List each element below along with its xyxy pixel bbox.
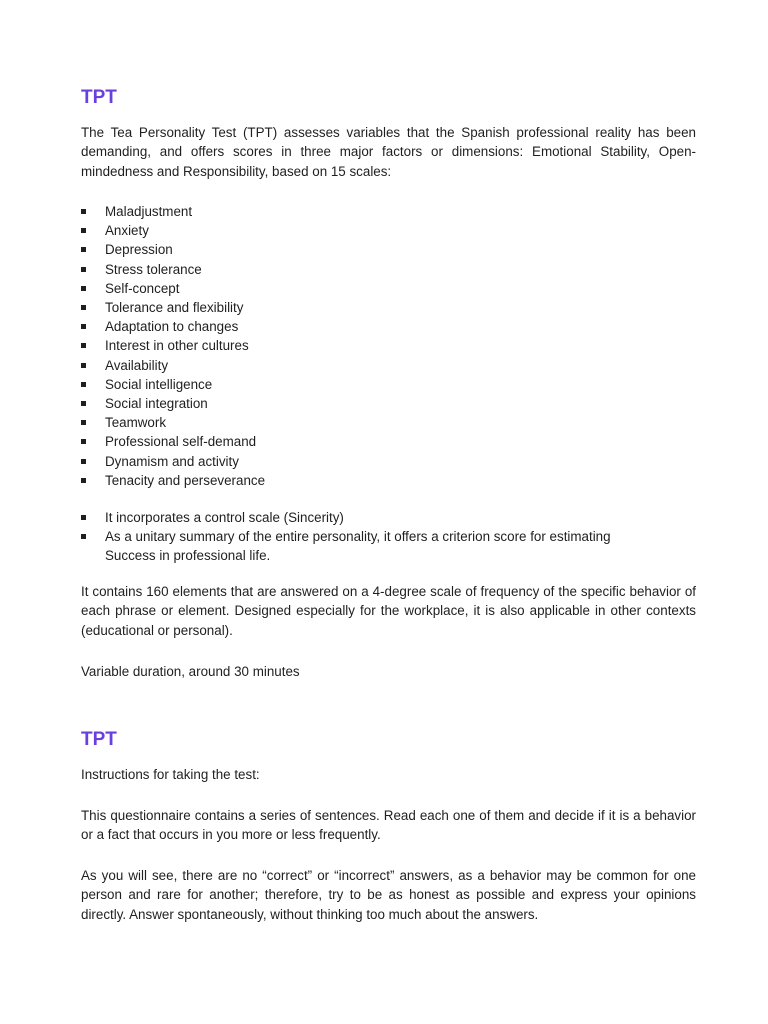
square-bullet-icon xyxy=(81,420,86,425)
list-item-label: Interest in other cultures xyxy=(105,338,249,354)
elements-paragraph: It contains 160 elements that are answered on a 4-degree scale of frequency of the specific behavior of each phrase or element. Designed especially for the workplace, it is also applicable in other contexts (educational or personal). xyxy=(81,584,696,638)
list-item xyxy=(81,279,265,298)
section-heading-tpt-instructions: TPT xyxy=(81,729,117,750)
list-item xyxy=(81,317,265,336)
square-bullet-icon xyxy=(81,324,86,329)
list-item xyxy=(81,432,265,451)
list-item-label: Stress tolerance xyxy=(105,261,202,277)
list-item-label: Depression xyxy=(105,242,173,258)
list-item-label: It incorporates a control scale (Sincerity) xyxy=(105,510,344,525)
square-bullet-icon xyxy=(81,247,86,252)
list-item xyxy=(81,336,265,355)
list-item-label: Teamwork xyxy=(105,415,167,431)
section-heading-tpt: TPT xyxy=(81,87,117,108)
square-bullet-icon xyxy=(81,401,86,406)
list-item xyxy=(81,508,641,527)
list-item-label: Tolerance and flexibility xyxy=(105,300,244,316)
square-bullet-icon xyxy=(81,382,86,387)
square-bullet-icon xyxy=(81,209,86,214)
intro-paragraph: The Tea Personality Test (TPT) assesses variables that the Spanish professional reality has been demanding, and offers scores in three major factors or dimensions: Emotional Stability, Open-mindedness and Responsibility, based on 15 scales: xyxy=(81,125,696,179)
scales-list xyxy=(81,202,265,490)
duration-paragraph: Variable duration, around 30 minutes xyxy=(81,664,300,679)
list-item-label: Self-concept xyxy=(105,280,180,296)
list-item xyxy=(81,356,265,375)
list-item xyxy=(81,413,265,432)
list-item xyxy=(81,452,265,471)
extras-list xyxy=(81,508,641,566)
list-item-label: Social intelligence xyxy=(105,376,213,392)
list-item-label: Maladjustment xyxy=(105,204,193,219)
square-bullet-icon xyxy=(81,286,86,291)
list-item-label: Tenacity and perseverance xyxy=(105,472,266,488)
list-item xyxy=(81,202,265,221)
list-item xyxy=(81,394,265,413)
list-item-label: Availability xyxy=(105,357,169,373)
list-item-label: As a unitary summary of the entire personality, it offers a criterion score for estimating Success in professional life. xyxy=(105,529,611,564)
square-bullet-icon xyxy=(81,534,86,539)
list-item-label: Dynamism and activity xyxy=(105,453,239,469)
instructions-paragraph-1: This questionnaire contains a series of sentences. Read each one of them and decide if it is a behavior or a fact that occurs in you more or less frequently. xyxy=(81,808,696,843)
list-item-label: Adaptation to changes xyxy=(105,319,239,335)
square-bullet-icon xyxy=(81,459,86,464)
square-bullet-icon xyxy=(81,439,86,444)
square-bullet-icon xyxy=(81,515,86,520)
list-item xyxy=(81,375,265,394)
list-item xyxy=(81,221,265,240)
instructions-label: Instructions for taking the test: xyxy=(81,767,260,782)
square-bullet-icon xyxy=(81,343,86,348)
list-item-label: Social integration xyxy=(105,396,208,412)
list-item xyxy=(81,471,265,490)
list-item xyxy=(81,527,641,565)
list-item xyxy=(81,260,265,279)
list-item xyxy=(81,298,265,317)
list-item-label: Anxiety xyxy=(105,223,149,239)
square-bullet-icon xyxy=(81,305,86,310)
square-bullet-icon xyxy=(81,267,86,272)
instructions-paragraph-2: As you will see, there are no “correct” or “incorrect” answers, as a behavior may be common for one person and rare for another; therefore, try to be as honest as possible and express your opinions directly. Answer spontaneously, without thinking too much about the answers. xyxy=(81,868,696,922)
square-bullet-icon xyxy=(81,478,86,483)
list-item xyxy=(81,240,265,259)
square-bullet-icon xyxy=(81,363,86,368)
square-bullet-icon xyxy=(81,228,86,233)
list-item-label: Professional self-demand xyxy=(105,434,257,450)
